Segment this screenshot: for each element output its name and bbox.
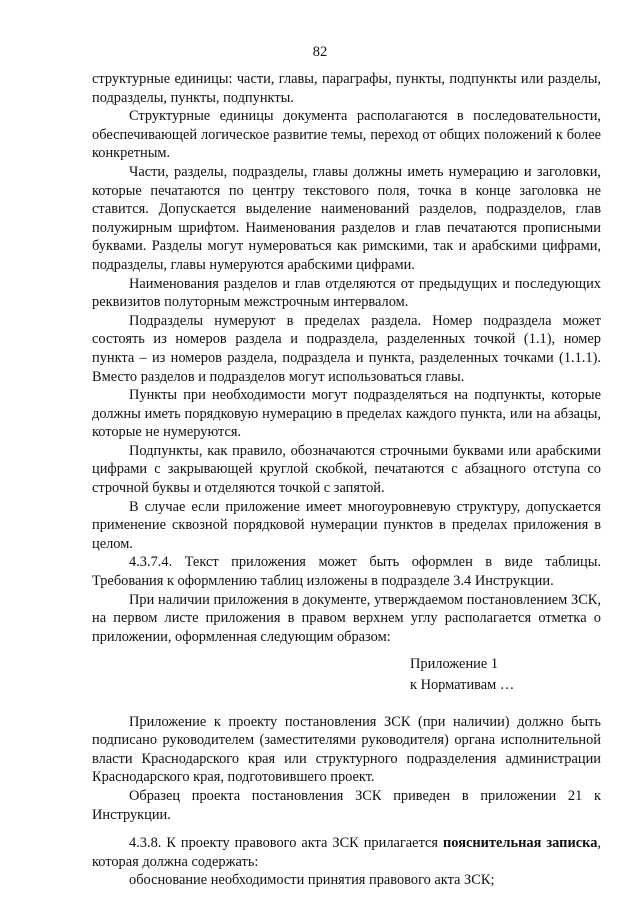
appendix-sample-title: Приложение 1 <box>410 656 499 673</box>
paragraph-subsection-numbering: Подразделы нумеруют в пределах раздела. Номер подраздела может состоять из номеров раздела и подраздела, разделенных точкой (1.1), номер пункта – из номеров раздела, подраздела и пункта, разделенных точками (1.1.1). Вместо разделов и подразделов могут использоваться главы. <box>92 312 601 385</box>
explanatory-note-bold-word-2: записка <box>546 835 598 852</box>
explanatory-note-suffix: , которая должна содержать: <box>92 835 601 870</box>
paragraph-structural-units-order: Структурные единицы документа располагаются в последовательности, обеспечивающей логическое развитие темы, переход от общих положений к более конкретным. <box>92 108 601 162</box>
explanatory-note-prefix: 4.3.8. К проекту правового акта ЗСК прилагается <box>129 835 443 852</box>
paragraph-multilevel-appendix: В случае если приложение имеет многоуровневую структуру, допускается применение сквозной порядковой нумерации пунктов в пределах приложения в целом. <box>92 498 601 552</box>
paragraph-section-spacing: Наименования разделов и глав отделяются от предыдущих и последующих реквизитов полуторным межстрочным интервалом. <box>92 275 601 311</box>
paragraph-sample-reference: Образец проекта постановления ЗСК приведен в приложении 21 к Инструкции. <box>92 787 601 823</box>
paragraph-appendix-table: 4.3.7.4. Текст приложения может быть оформлен в виде таблицы. Требования к оформлению таблиц изложены в подразделе 3.4 Инструкции. <box>92 554 601 590</box>
document-body <box>92 70 601 890</box>
paragraph-explanatory-note <box>92 834 601 871</box>
paragraph-subpoints: Пункты при необходимости могут подразделяться на подпункты, которые должны иметь порядковую нумерацию в пределах каждого пункта, или на абзацы, которые не нумеруются. <box>92 387 601 441</box>
paragraph-subpoint-format: Подпункты, как правило, обозначаются строчными буквами или арабскими цифрами с закрывающей круглой скобкой, печатаются с абзацного отступа со строчной буквы и отделяются точкой с запятой. <box>92 442 601 497</box>
paragraph-justification: обоснование необходимости принятия правового акта ЗСК; <box>129 872 495 889</box>
paragraph-appendix-mark: При наличии приложения в документе, утверждаемом постановлением ЗСК, на первом листе приложения в правом верхнем углу располагается отметка о приложении, оформленная следующим образом: <box>92 591 601 645</box>
paragraph-parts-numbering: Части, разделы, подразделы, главы должны иметь нумерацию и заголовки, которые печатаются по центру текстового поля, точка в конце заголовка не ставится. Допускается выделение наименований разделов, подразделов, глав полужирным шрифтом. Наименования разделов и глав печатаются прописными буквами. Разделы могут нумероваться как римскими, так и арабскими цифрами, подразделы, главы нумеруются арабскими цифрами. <box>92 163 601 273</box>
explanatory-note-bold-word-1: пояснительная <box>443 835 542 852</box>
page-number: 82 <box>312 44 328 60</box>
paragraph-appendix-signature: Приложение к проекту постановления ЗСК (при наличии) должно быть подписано руководителем (заместителями руководителя) органа исполнительной власти Краснодарского края или структурного подразделения администрации Краснодарского края, подготовившего проект. <box>92 713 601 786</box>
appendix-sample-reference: к Нормативам … <box>410 677 515 693</box>
paragraph-structural-units-list: структурные единицы: части, главы, параграфы, пункты, подпункты или разделы, подразделы, пункты, подпункты. <box>92 71 601 106</box>
